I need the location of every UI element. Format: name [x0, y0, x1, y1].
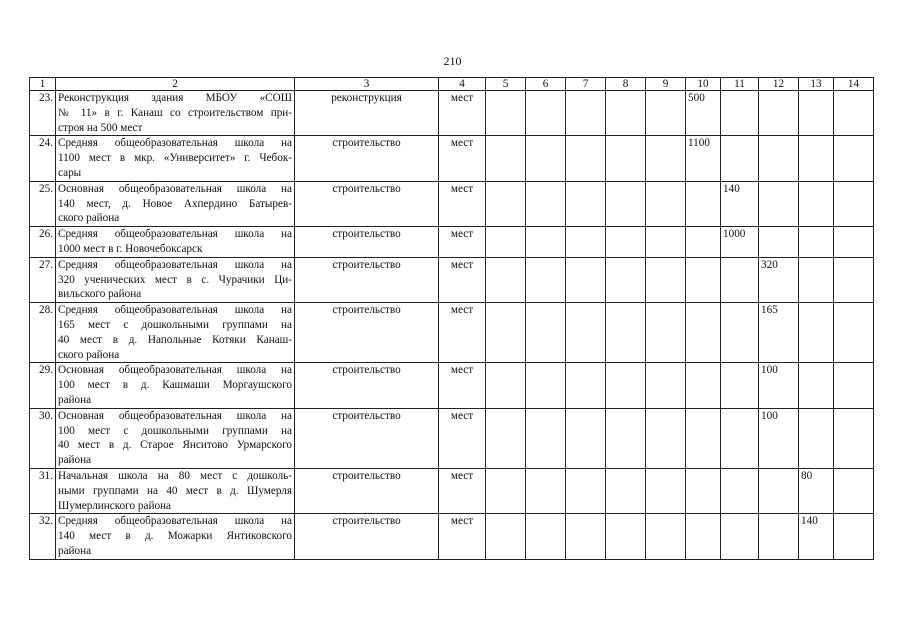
unit: мест [439, 181, 486, 226]
empty-cell [566, 363, 606, 408]
capacity-value: 100 [759, 363, 799, 408]
work-type: строительство [295, 227, 439, 258]
column-header: 4 [439, 78, 486, 91]
work-type: строительство [295, 468, 439, 513]
table-row [30, 514, 874, 559]
work-type: строительство [295, 257, 439, 302]
empty-cell [759, 227, 799, 258]
empty-cell [721, 468, 759, 513]
empty-cell [526, 363, 566, 408]
empty-cell [526, 468, 566, 513]
work-type: строительство [295, 303, 439, 363]
object-name-line: № 11» в г. Канаш со строительством при- [58, 106, 292, 119]
empty-cell [486, 303, 526, 363]
object-name-line: 165 мест с дошкольными группами на [58, 318, 292, 331]
empty-cell [526, 91, 566, 136]
empty-cell [759, 468, 799, 513]
empty-cell [799, 91, 834, 136]
empty-cell [686, 514, 721, 559]
empty-cell [646, 136, 686, 181]
column-header: 1 [30, 78, 56, 91]
unit: мест [439, 227, 486, 258]
object-name [56, 514, 295, 559]
object-name [56, 227, 295, 258]
empty-cell [566, 227, 606, 258]
object-name-line: 40 мест в д. Старое Янситово Урмарского [58, 439, 292, 452]
column-header: 12 [759, 78, 799, 91]
empty-cell [486, 514, 526, 559]
empty-cell [486, 257, 526, 302]
table-row [30, 227, 874, 258]
table-row [30, 363, 874, 408]
object-name-line: района [58, 454, 92, 467]
empty-cell [834, 227, 874, 258]
unit: мест [439, 257, 486, 302]
empty-cell [686, 257, 721, 302]
empty-cell [834, 91, 874, 136]
empty-cell [646, 181, 686, 226]
object-name-line: 140 мест, д. Новое Ахпердино Батырев- [58, 197, 292, 210]
empty-cell [486, 408, 526, 468]
table-row [30, 181, 874, 226]
column-header: 5 [486, 78, 526, 91]
object-name-line: Реконструкция здания МБОУ «СОШ [58, 92, 292, 104]
column-header: 3 [295, 78, 439, 91]
empty-cell [799, 303, 834, 363]
empty-cell [834, 514, 874, 559]
empty-cell [646, 91, 686, 136]
work-type: строительство [295, 136, 439, 181]
object-name [56, 181, 295, 226]
empty-cell [834, 303, 874, 363]
object-name-line: Средняя общеобразовательная школа на [58, 515, 292, 528]
empty-cell [526, 181, 566, 226]
object-name [56, 468, 295, 513]
empty-cell [721, 136, 759, 181]
capacity-value: 140 [721, 181, 759, 226]
unit: мест [439, 514, 486, 559]
empty-cell [686, 181, 721, 226]
empty-cell [526, 227, 566, 258]
capacity-value: 80 [799, 468, 834, 513]
empty-cell [721, 363, 759, 408]
empty-cell [686, 468, 721, 513]
object-name-line: сары [58, 166, 82, 179]
unit: мест [439, 468, 486, 513]
object-name-line: строя на 500 мест [58, 121, 143, 134]
empty-cell [486, 363, 526, 408]
empty-cell [646, 408, 686, 468]
empty-cell [646, 257, 686, 302]
object-name-line: Средняя общеобразовательная школа на [58, 304, 292, 317]
object-name-line: района [58, 544, 92, 557]
empty-cell [721, 91, 759, 136]
column-header: 8 [606, 78, 646, 91]
row-number: 29. [30, 363, 56, 408]
object-name [56, 257, 295, 302]
column-header: 10 [686, 78, 721, 91]
object-name-line: 100 мест в д. Кашмаши Моргаушского [58, 379, 292, 392]
object-name-line: ского района [58, 348, 120, 361]
object-name-line: 100 мест с дошкольными группами на [58, 424, 292, 437]
object-name [56, 363, 295, 408]
object-name-line: ского района [58, 212, 120, 225]
empty-cell [759, 91, 799, 136]
empty-cell [566, 91, 606, 136]
work-type: реконструкция [295, 91, 439, 136]
empty-cell [526, 408, 566, 468]
unit: мест [439, 136, 486, 181]
row-number: 28. [30, 303, 56, 363]
capacity-value: 320 [759, 257, 799, 302]
column-header: 14 [834, 78, 874, 91]
column-header: 7 [566, 78, 606, 91]
empty-cell [606, 181, 646, 226]
row-number: 31. [30, 468, 56, 513]
empty-cell [646, 363, 686, 408]
empty-cell [721, 257, 759, 302]
empty-cell [721, 514, 759, 559]
work-type: строительство [295, 408, 439, 468]
object-name-line: Средняя общеобразовательная школа на [58, 228, 292, 241]
capacity-value: 165 [759, 303, 799, 363]
object-name-line: 140 мест в д. Можарки Янтиковского [58, 530, 292, 543]
object-name-line: Основная общеобразовательная школа на [58, 364, 292, 377]
table-row [30, 136, 874, 181]
empty-cell [799, 408, 834, 468]
object-name [56, 303, 295, 363]
object-name [56, 91, 295, 136]
row-number: 23. [30, 91, 56, 136]
work-type: строительство [295, 363, 439, 408]
column-header: 9 [646, 78, 686, 91]
empty-cell [566, 181, 606, 226]
empty-cell [646, 514, 686, 559]
capacity-value: 1100 [686, 136, 721, 181]
data-table [29, 77, 874, 560]
empty-cell [606, 303, 646, 363]
empty-cell [721, 408, 759, 468]
capacity-value: 500 [686, 91, 721, 136]
empty-cell [834, 257, 874, 302]
empty-cell [566, 257, 606, 302]
table-row [30, 408, 874, 468]
empty-cell [834, 136, 874, 181]
column-header: 11 [721, 78, 759, 91]
row-number: 32. [30, 514, 56, 559]
empty-cell [606, 227, 646, 258]
empty-cell [721, 303, 759, 363]
empty-cell [606, 408, 646, 468]
empty-cell [646, 468, 686, 513]
empty-cell [566, 303, 606, 363]
empty-cell [799, 363, 834, 408]
object-name [56, 408, 295, 468]
empty-cell [834, 181, 874, 226]
empty-cell [566, 514, 606, 559]
empty-cell [686, 408, 721, 468]
empty-cell [834, 363, 874, 408]
column-header: 2 [56, 78, 295, 91]
column-header: 6 [526, 78, 566, 91]
table-row [30, 468, 874, 513]
object-name-line: Средняя общеобразовательная школа на [58, 258, 292, 271]
object-name [56, 136, 295, 181]
work-type: строительство [295, 181, 439, 226]
empty-cell [486, 91, 526, 136]
object-name-line: Средняя общеобразовательная школа на [58, 137, 292, 150]
table-row [30, 91, 874, 136]
unit: мест [439, 303, 486, 363]
object-name-line: 1100 мест в мкр. «Университет» г. Чебок- [58, 152, 292, 165]
object-name-line: Основная общеобразовательная школа на [58, 182, 292, 195]
row-number: 30. [30, 408, 56, 468]
empty-cell [606, 514, 646, 559]
empty-cell [686, 363, 721, 408]
unit: мест [439, 91, 486, 136]
capacity-value: 140 [799, 514, 834, 559]
empty-cell [526, 257, 566, 302]
empty-cell [759, 136, 799, 181]
empty-cell [566, 408, 606, 468]
empty-cell [834, 468, 874, 513]
capacity-value: 1000 [721, 227, 759, 258]
empty-cell [646, 227, 686, 258]
page-number: 210 [443, 54, 462, 68]
empty-cell [799, 181, 834, 226]
empty-cell [759, 514, 799, 559]
empty-cell [526, 136, 566, 181]
empty-cell [606, 91, 646, 136]
empty-cell [486, 468, 526, 513]
empty-cell [566, 136, 606, 181]
empty-cell [606, 136, 646, 181]
table-row [30, 303, 874, 363]
work-type: строительство [295, 514, 439, 559]
object-name-line: района [58, 393, 92, 406]
empty-cell [799, 227, 834, 258]
empty-cell [526, 303, 566, 363]
empty-cell [799, 257, 834, 302]
empty-cell [486, 227, 526, 258]
empty-cell [606, 468, 646, 513]
empty-cell [486, 181, 526, 226]
empty-cell [646, 303, 686, 363]
empty-cell [759, 181, 799, 226]
empty-cell [834, 408, 874, 468]
object-name-line: ными группами на 40 мест в д. Шумерля [58, 484, 292, 497]
table-row [30, 257, 874, 302]
unit: мест [439, 363, 486, 408]
empty-cell [686, 227, 721, 258]
empty-cell [686, 303, 721, 363]
row-number: 24. [30, 136, 56, 181]
empty-cell [526, 514, 566, 559]
empty-cell [486, 136, 526, 181]
capacity-value: 100 [759, 408, 799, 468]
empty-cell [566, 468, 606, 513]
empty-cell [799, 136, 834, 181]
row-number: 26. [30, 227, 56, 258]
object-name-line: Начальная школа на 80 мест с дошколь- [58, 469, 292, 482]
row-number: 27. [30, 257, 56, 302]
object-name-line: 320 ученических мест в с. Чурачики Ци- [58, 273, 292, 286]
object-name-line: Основная общеобразовательная школа на [58, 409, 292, 422]
object-name-line: 1000 мест в г. Новочебоксарск [58, 242, 203, 255]
row-number: 25. [30, 181, 56, 226]
column-header: 13 [799, 78, 834, 91]
object-name-line: Шумерлинского района [58, 499, 171, 512]
unit: мест [439, 408, 486, 468]
empty-cell [606, 257, 646, 302]
object-name-line: вильского района [58, 288, 142, 301]
object-name-line: 40 мест в д. Напольные Котяки Канаш- [58, 333, 292, 346]
empty-cell [606, 363, 646, 408]
header-row [30, 78, 874, 91]
